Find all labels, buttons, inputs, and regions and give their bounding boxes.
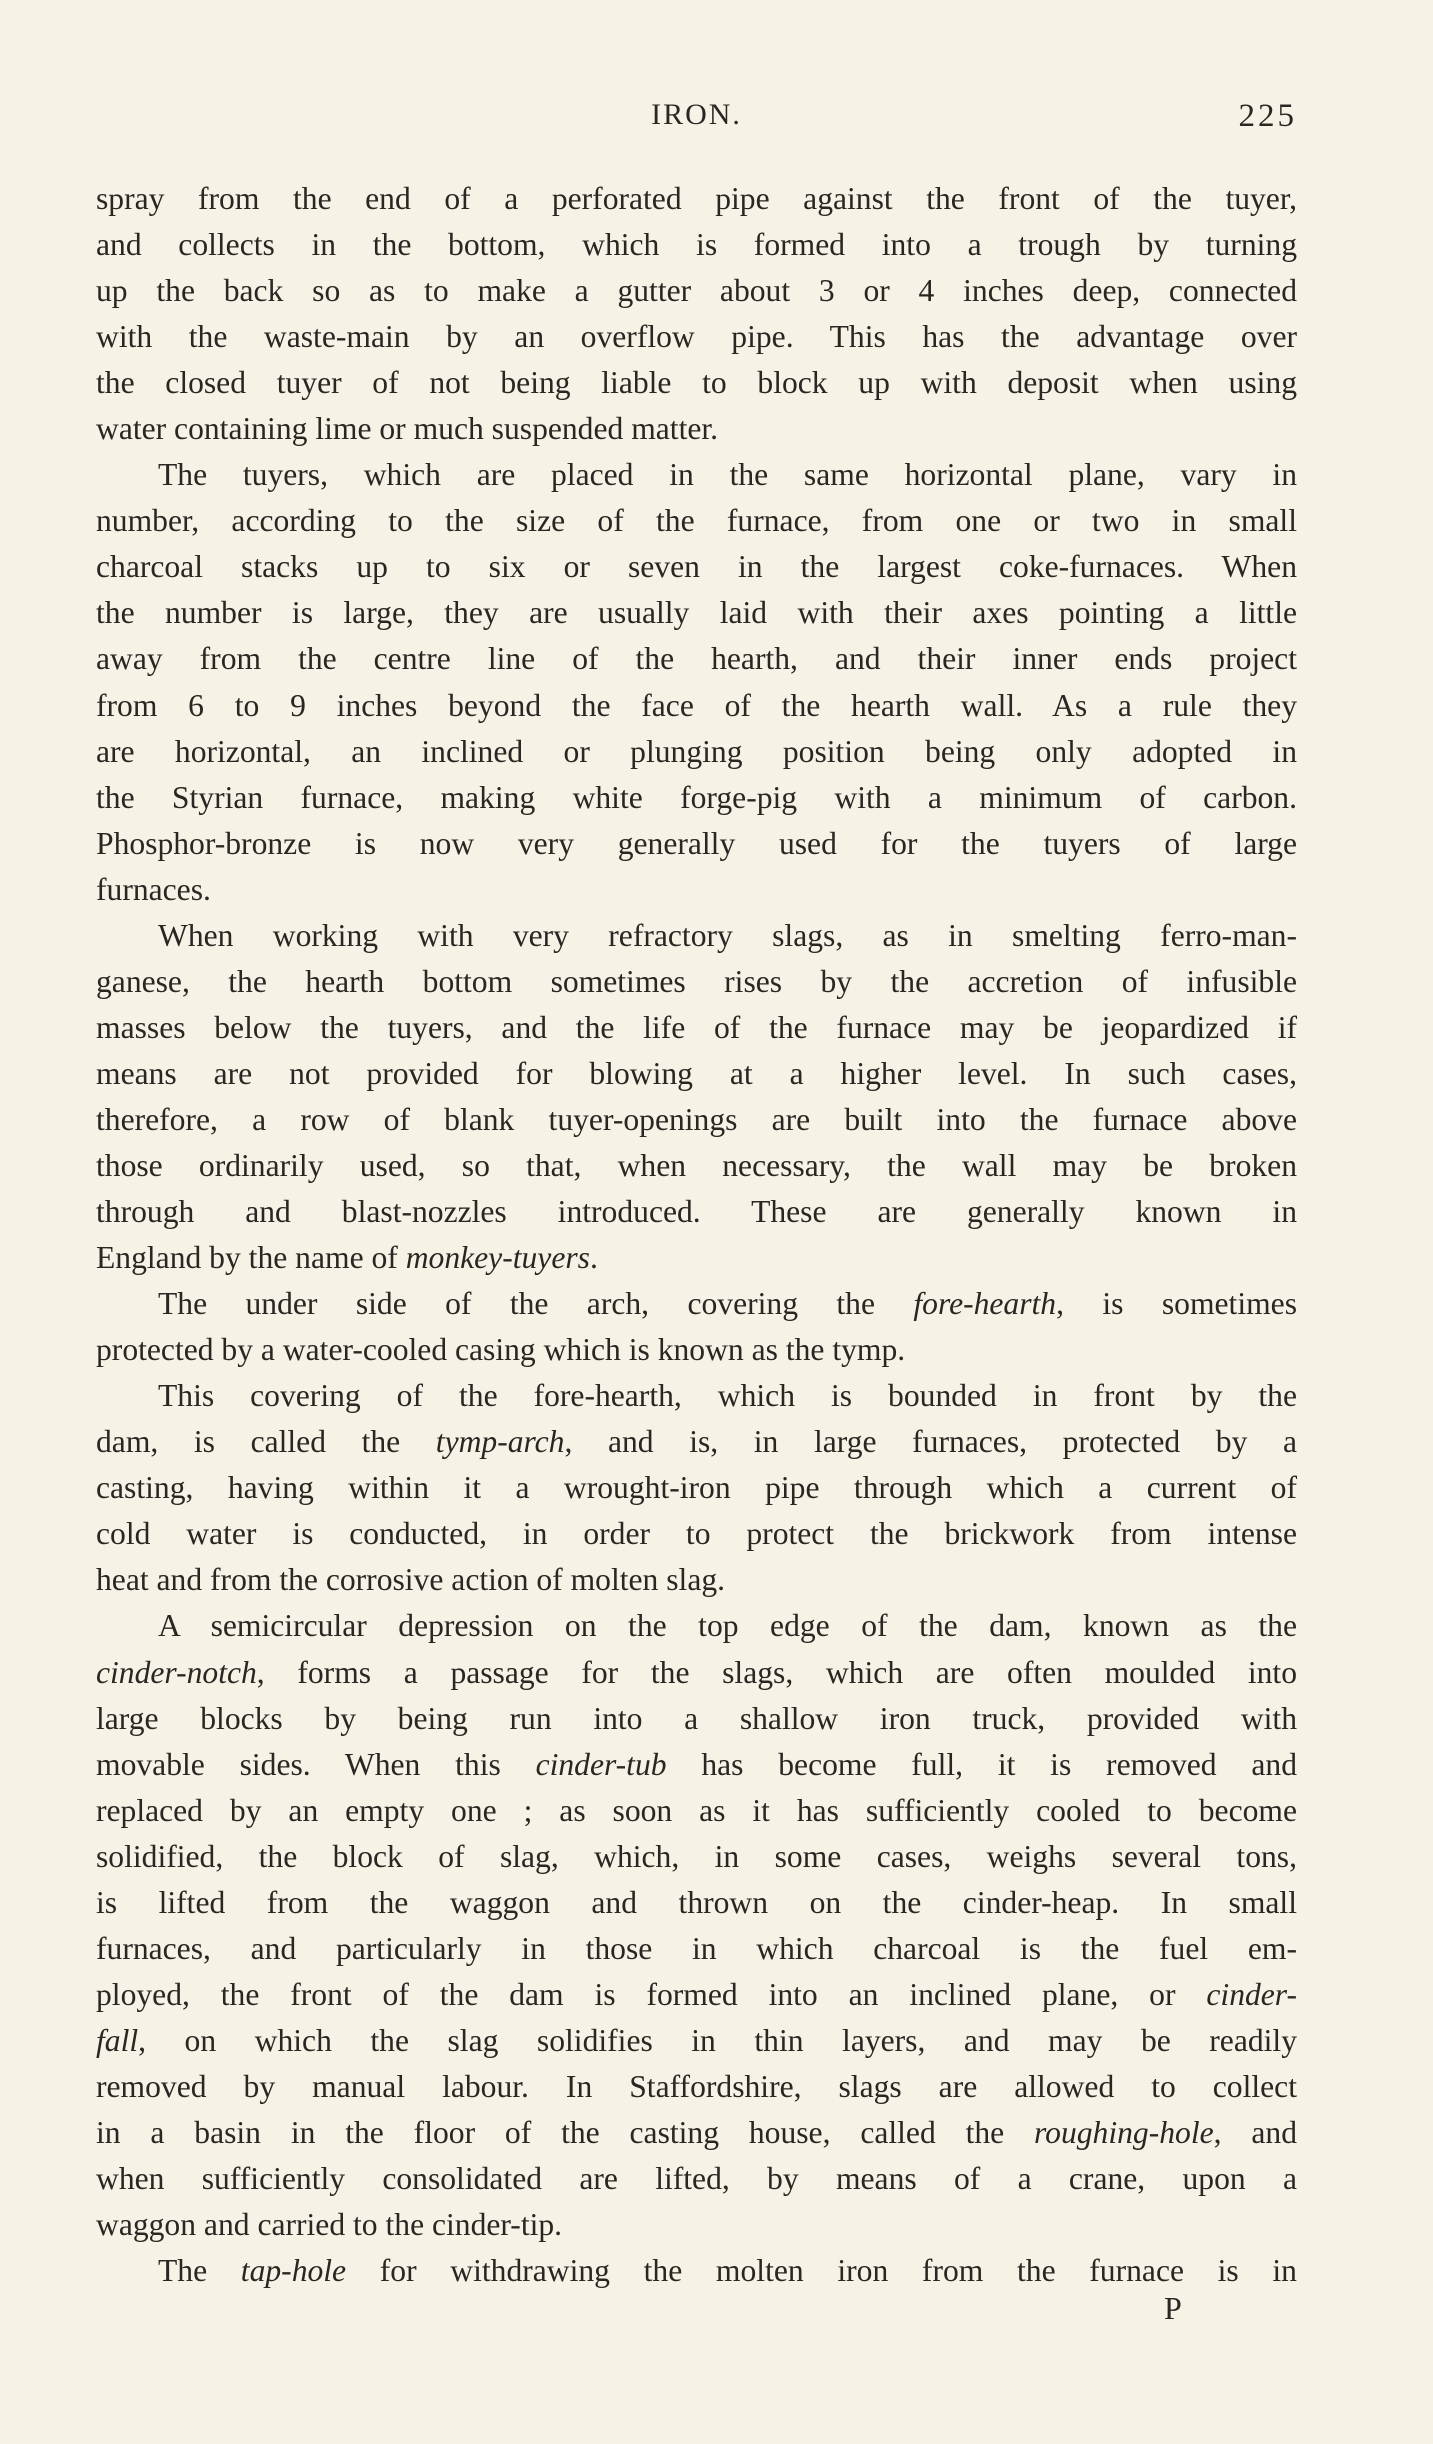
text-line: casting, having within it a wrought-iron pipe through which a current of bbox=[96, 1470, 1297, 1506]
text-line: furnaces. bbox=[96, 871, 211, 907]
text-line: dam, is called the tymp-arch, and is, in large furnaces, protected by a bbox=[96, 1424, 1297, 1460]
text-line: The under side of the arch, covering the fore-hearth, is sometimes bbox=[158, 1286, 1297, 1322]
text-line: from 6 to 9 inches beyond the face of the hearth wall. As a rule they bbox=[96, 687, 1297, 723]
running-head bbox=[96, 98, 1297, 138]
text-line: therefore, a row of blank tuyer-openings are built into the furnace above bbox=[96, 1101, 1297, 1137]
text-line: fall, on which the slag solidifies in thin layers, and may be readily bbox=[96, 2022, 1297, 2058]
text-line: is lifted from the waggon and thrown on the cinder-heap. In small bbox=[96, 1884, 1297, 1920]
text-line: solidified, the block of slag, which, in some cases, weighs several tons, bbox=[96, 1838, 1297, 1874]
text-line: large blocks by being run into a shallow iron truck, provided with bbox=[96, 1700, 1297, 1736]
text-line: protected by a water-cooled casing which is known as the tymp. bbox=[96, 1332, 906, 1368]
text-line: waggon and carried to the cinder-tip. bbox=[96, 2207, 563, 2243]
page-number: 225 bbox=[1238, 98, 1297, 134]
text-line: in a basin in the floor of the casting house, called the roughing-hole, and bbox=[96, 2114, 1297, 2150]
text-line: the Styrian furnace, making white forge-pig with a minimum of carbon. bbox=[96, 779, 1297, 815]
text-line: removed by manual labour. In Staffordshire, slags are allowed to collect bbox=[96, 2068, 1297, 2104]
signature-mark: P bbox=[1164, 2290, 1182, 2326]
text-line: movable sides. When this cinder-tub has become full, it is removed and bbox=[96, 1746, 1297, 1782]
text-line: ganese, the hearth bottom sometimes rises by the accretion of infusible bbox=[96, 963, 1297, 999]
text-line: The tap-hole for withdrawing the molten iron from the furnace is in bbox=[158, 2253, 1297, 2289]
text-line: and collects in the bottom, which is formed into a trough by turning bbox=[96, 227, 1297, 263]
text-line: with the waste-main by an overflow pipe. This has the advantage over bbox=[96, 319, 1297, 355]
text-line: England by the name of monkey-tuyers. bbox=[96, 1240, 598, 1276]
text-line: are horizontal, an inclined or plunging position being only adopted in bbox=[96, 733, 1297, 769]
text-line: number, according to the size of the furnace, from one or two in small bbox=[96, 503, 1297, 539]
text-line: furnaces, and particularly in those in which charcoal is the fuel em- bbox=[96, 1930, 1297, 1966]
text-line: water containing lime or much suspended matter. bbox=[96, 411, 719, 447]
text-line: the number is large, they are usually laid with their axes pointing a little bbox=[96, 595, 1297, 631]
text-line: means are not provided for blowing at a higher level. In such cases, bbox=[96, 1055, 1297, 1091]
text-line: away from the centre line of the hearth, and their inner ends project bbox=[96, 641, 1297, 677]
text-line: cold water is conducted, in order to protect the brickwork from intense bbox=[96, 1516, 1297, 1552]
text-line: the closed tuyer of not being liable to block up with deposit when using bbox=[96, 365, 1297, 401]
text-line: This covering of the fore-hearth, which is bounded in front by the bbox=[158, 1378, 1297, 1414]
text-line: replaced by an empty one ; as soon as it has sufficiently cooled to become bbox=[96, 1792, 1297, 1828]
text-line: masses below the tuyers, and the life of the furnace may be jeopardized if bbox=[96, 1009, 1297, 1045]
body-text bbox=[96, 176, 1297, 2294]
text-line: cinder-notch, forms a passage for the slags, which are often moulded into bbox=[96, 1654, 1297, 1690]
text-line: charcoal stacks up to six or seven in the largest coke-furnaces. When bbox=[96, 549, 1297, 585]
text-line: spray from the end of a perforated pipe against the front of the tuyer, bbox=[96, 181, 1297, 216]
text-line: A semicircular depression on the top edge of the dam, known as the bbox=[158, 1608, 1297, 1644]
text-line: those ordinarily used, so that, when necessary, the wall may be broken bbox=[96, 1147, 1297, 1183]
text-line: The tuyers, which are placed in the same horizontal plane, vary in bbox=[158, 457, 1297, 493]
text-line: when sufficiently consolidated are lifted, by means of a crane, upon a bbox=[96, 2161, 1297, 2197]
text-line: heat and from the corrosive action of molten slag. bbox=[96, 1562, 726, 1598]
text-line: up the back so as to make a gutter about 3 or 4 inches deep, connected bbox=[96, 273, 1297, 309]
running-title: IRON. bbox=[651, 98, 742, 131]
text-line: through and blast-nozzles introduced. These are generally known in bbox=[96, 1194, 1297, 1230]
text-line: When working with very refractory slags, as in smelting ferro-man- bbox=[158, 917, 1297, 953]
text-line: ployed, the front of the dam is formed into an inclined plane, or cinder- bbox=[96, 1976, 1297, 2012]
text-line: Phosphor-bronze is now very generally used for the tuyers of large bbox=[96, 825, 1297, 861]
